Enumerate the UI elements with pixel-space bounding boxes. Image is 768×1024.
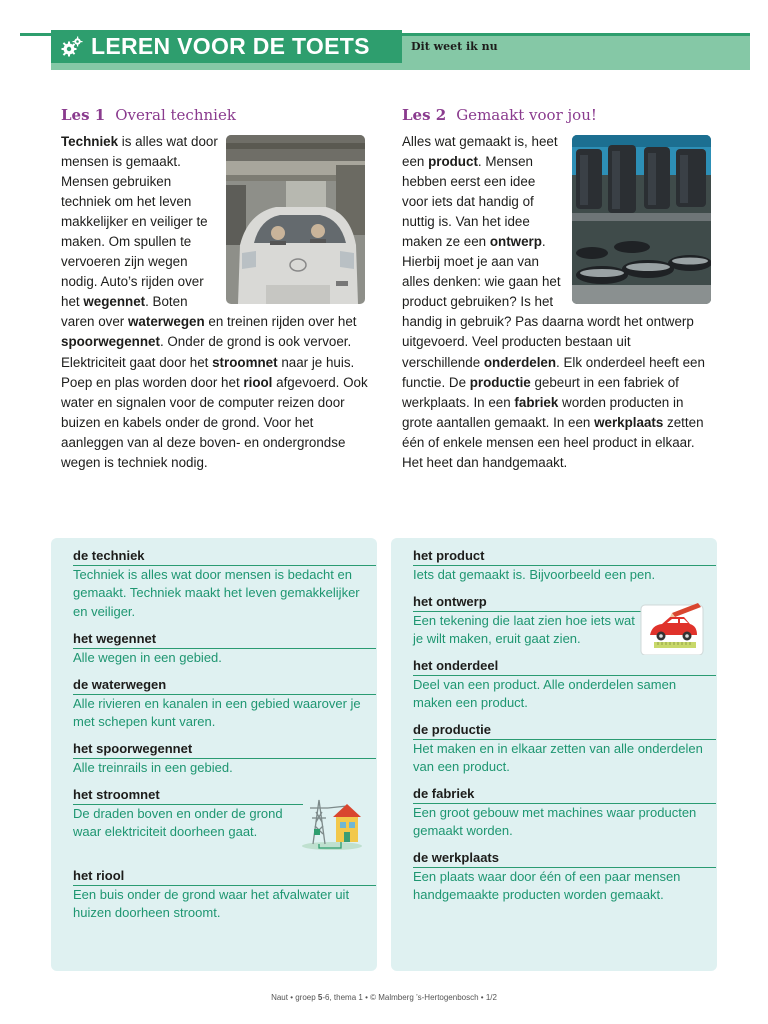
glossary-entry xyxy=(413,548,716,584)
footer-grade-bold: 5 xyxy=(317,993,323,1002)
lesson-text-run: is alles wat door mensen is gemaakt. Mensen gebruiken techniek om het leven makkelijker en veiliger te maken. Om spullen te vervoeren zijn wegen nodig. Auto’s rijden over het xyxy=(61,134,218,310)
key-term: stroomnet xyxy=(212,354,278,370)
banner-subtitle: Dit weet ik nu xyxy=(411,40,498,53)
key-term: werkplaats xyxy=(594,414,664,430)
key-term: productie xyxy=(469,374,531,390)
glossary-definition: Een buis onder de grond waar het afvalwater uit huizen doorheen stroomt. xyxy=(73,887,350,921)
glossary-entry xyxy=(73,868,376,923)
footer-grade-prefix: groep xyxy=(295,993,316,1002)
key-term: spoorwegennet xyxy=(61,334,160,350)
glossary-term: het riool xyxy=(73,868,376,886)
lesson-text-run: afgevoerd. Ook water en signalen voor de computer reizen door buizen en kabels onder de grond. Voor het aanleggen van al deze boven- en ondergrondse wegen is techniek nodig. xyxy=(61,374,368,470)
glossary-entry xyxy=(73,548,376,621)
lesson-2-heading xyxy=(402,104,712,126)
footer-copyright: © Malmberg ’s-Hertogenbosch xyxy=(370,993,479,1002)
glossary-term: de werkplaats xyxy=(413,850,716,868)
glossary-term: het spoorwegennet xyxy=(73,741,376,759)
glossary-entry xyxy=(73,741,376,777)
glossary-definition: Techniek is alles wat door mensen is bedacht en gemaakt. Techniek maakt het leven gemakkelijker en veiliger. xyxy=(73,567,360,619)
glossary-definition: Het maken en in elkaar zetten van alle onderdelen van een product. xyxy=(413,741,703,775)
glossary-term: de productie xyxy=(413,722,716,740)
key-term: riool xyxy=(243,374,273,390)
lesson-2-number: Les 2 xyxy=(402,106,447,124)
banner-title: LEREN VOOR DE TOETS xyxy=(91,33,370,59)
lesson-text-run: . Elk onderdeel heeft een functie. De xyxy=(402,354,705,390)
glossary-definition: Alle rivieren en kanalen in een gebied waarover je met schepen kunt varen. xyxy=(73,696,361,730)
glossary-term: het ontwerp xyxy=(413,594,643,612)
lesson-text-run: . Boten varen over xyxy=(61,294,188,330)
car-in-traffic-photo xyxy=(226,135,365,304)
glossary-term: het onderdeel xyxy=(413,658,716,676)
footer-grade-rest: -6, thema 1 xyxy=(322,993,363,1002)
glossary-entry xyxy=(413,786,716,841)
footer: Naut • groep 5-6, thema 1 • © Malmberg ’s-Hertogenbosch • 1/2 xyxy=(271,993,497,1002)
lesson-1-title: Overal techniek xyxy=(115,106,236,124)
key-term: Techniek xyxy=(61,134,119,149)
glossary-term: het stroomnet xyxy=(73,787,303,805)
glossary-definition: Een groot gebouw met machines waar producten gemaakt worden. xyxy=(413,805,697,839)
lesson-text-run: Alles wat gemaakt is, heet een xyxy=(402,134,558,170)
lesson-2-title: Gemaakt voor jou! xyxy=(456,106,597,124)
lesson-2 xyxy=(402,104,712,473)
key-term: wegennet xyxy=(83,294,146,310)
lesson-1-heading xyxy=(61,104,371,126)
glossary-term: het wegennet xyxy=(73,631,376,649)
glossary-box-lesson-2 xyxy=(391,538,717,971)
glossary-definition: Een tekening die laat zien hoe iets wat je wilt maken, eruit gaat zien. xyxy=(413,613,635,647)
glossary-definition: Alle wegen in een gebied. xyxy=(73,650,222,665)
glossary-definition: Deel van een product. Alle onderdelen samen maken een product. xyxy=(413,677,677,711)
key-term: waterwegen xyxy=(128,314,205,330)
glossary-term: het product xyxy=(413,548,716,566)
glossary-term: de techniek xyxy=(73,548,376,566)
banner xyxy=(51,30,402,63)
power-line-house-icon xyxy=(299,794,365,857)
glossary-entry xyxy=(413,722,716,777)
glossary-definition: Iets dat gemaakt is. Bijvoorbeeld een pen. xyxy=(413,567,656,582)
lesson-text-run: . Onder de grond is ook vervoer. Elektriciteit gaat door het xyxy=(61,334,352,370)
gears-icon xyxy=(59,34,85,60)
glossary-entry xyxy=(73,631,376,667)
car-drawing-icon xyxy=(640,601,704,660)
footer-brand: Naut xyxy=(271,993,288,1002)
glossary-definition: Alle treinrails in een gebied. xyxy=(73,760,233,775)
lesson-2-text xyxy=(402,132,712,473)
lesson-1 xyxy=(61,104,371,473)
glossary-definition: Een plaats waar door één of een paar mensen handgemaakte producten worden gemaakt. xyxy=(413,869,681,903)
glossary-entry xyxy=(73,677,376,732)
lesson-text-run: naar je huis. Poep en plas worden door het xyxy=(61,354,355,390)
glossary-entry xyxy=(413,850,716,905)
lesson-text-run: . Mensen hebben eerst een idee voor iets dat handig of nuttig is. Van het idee maken ze een xyxy=(402,154,536,250)
glossary-term: de fabriek xyxy=(413,786,716,804)
glossary-entry xyxy=(413,658,716,713)
glossary-definition: De draden boven en onder de grond waar elektriciteit doorheen gaat. xyxy=(73,806,283,840)
lesson-text-run: . Hierbij moet je aan van alles denken: wie gaan het product gebruiken? Is het handig in gebruik? Pas daarna wordt het ontwerp uitgevoerd. Veel producten bestaan uit verschillende xyxy=(402,234,694,370)
key-term: onderdelen xyxy=(483,354,557,370)
lesson-text-run: gebeurt in een fabriek of werkplaats. In een xyxy=(402,374,679,410)
key-term: fabriek xyxy=(514,394,559,410)
lesson-text-run: zetten één of enkele mensen een heel product in elkaar. Het heet dan handgemaakt. xyxy=(402,414,704,470)
boots-factory-photo xyxy=(572,135,711,304)
lesson-text-run: en treinen rijden over het xyxy=(204,314,357,330)
key-term: product xyxy=(428,154,478,170)
footer-page: 1/2 xyxy=(485,993,497,1002)
lesson-1-number: Les 1 xyxy=(61,106,106,124)
lesson-1-text xyxy=(61,132,371,473)
key-term: ontwerp xyxy=(489,234,542,250)
lesson-text-run: worden producten in grote aantallen gemaakt. In een xyxy=(402,394,684,430)
glossary-box-lesson-1 xyxy=(51,538,377,971)
glossary-term: de waterwegen xyxy=(73,677,376,695)
